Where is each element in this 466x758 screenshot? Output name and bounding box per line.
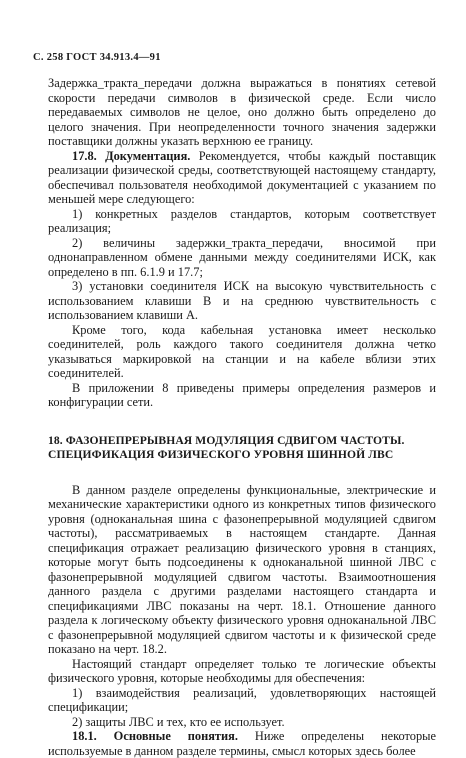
page-header: С. 258 ГОСТ 34.913.4—91 [33, 52, 161, 63]
section-heading-line-1: 18. ФАЗОНЕПРЕРЫВНАЯ МОДУЛЯЦИЯ СДВИГОМ ЧАСТОТЫ. [48, 433, 405, 447]
paragraph-basic-concepts [48, 729, 436, 758]
list-item-1: 1) конкретных разделов стандартов, которым соответствует реализация; [48, 206, 436, 235]
basic-concepts-text: Ниже определены некоторые используемые в данном разделе термины, смысл которых здесь более [48, 729, 436, 758]
basic-concepts-heading: 18.1. Основные понятия. [72, 729, 238, 743]
section-heading-line-2: СПЕЦИФИКАЦИЯ ФИЗИЧЕСКОГО УРОВНЯ ШИННОЙ ЛВС [48, 448, 394, 461]
paragraph-standard-scope: Настоящий стандарт определяет только те логические объекты физического уровня, которые необходимы для обеспечения: [48, 656, 436, 685]
section-heading [48, 434, 436, 463]
list-item-3: 3) установки соединителя ИСК на высокую чувствительность с использованием клавиши В и на среднюю чувствительность с использованием клавиши А. [48, 279, 436, 322]
paragraph-documentation [48, 149, 436, 207]
paragraph-delay: Задержка_тракта_передачи должна выражаться в понятиях сетевой скорости передачи символов в физической среде. Если число передаваемых символов не целое, оно должно быть определено до целого значения. При неопределенности точного значения задержки поставщики должны указать верхнюю ее границу. [48, 76, 436, 148]
page-content [48, 76, 436, 758]
paragraph-appendix: В приложении 8 приведены примеры определения размеров и конфигурации сети. [48, 380, 436, 409]
list-item-2: 2) величины задержки_тракта_передачи, вносимой при однонаправленном обмене данными между соединителями ИСК, как определено в пп. 6.1.9 и 17.7; [48, 235, 436, 279]
paragraph-section-intro: В данном разделе определены функциональные, электрические и механические характеристики одного из конкретных типов физического уровня (одноканальная шина с фазонепрерывной модуляцией сдвигом частоты), рассматриваемых в настоящем стандарте. Данная спецификация отражает реализацию физического уровня в станциях, которые могут быть подсоединены к одноканальной шинной ЛВС с фазонепрерывной модуляцией сдвигом частоты. Взаимоотношения данного раздела с другими разделами настоящего стандарта и спецификациями ЛВС показаны на черт. 18.1. Отношение данного раздела к логическому объекту физического уровня одноканальной ЛВС с фазонепрерывной модуляцией сдвигом частоты и к физической среде показано на черт. 18.2. [48, 482, 436, 656]
documentation-heading: 17.8. Документация. [72, 148, 191, 163]
list-item-protection: 2) защиты ЛВС и тех, кто ее использует. [72, 714, 285, 729]
paragraph-cable-installation: Кроме того, кода кабельная установка имеет несколько соединителей, роль каждого такого соединителя должна четко указываться маркировкой на станции и на кабеле вблизи этих соединителей. [48, 322, 436, 380]
list-item-interop: 1) взаимодействия реализаций, удовлетворяющих настоящей спецификации; [48, 685, 436, 714]
documentation-text: Рекомендуется, чтобы каждый поставщик реализации физической среды, соответствующей настоящему стандарту, обеспечивал пользователя необходимой документацией с указанием по меньшей мере следующего: [48, 148, 437, 206]
